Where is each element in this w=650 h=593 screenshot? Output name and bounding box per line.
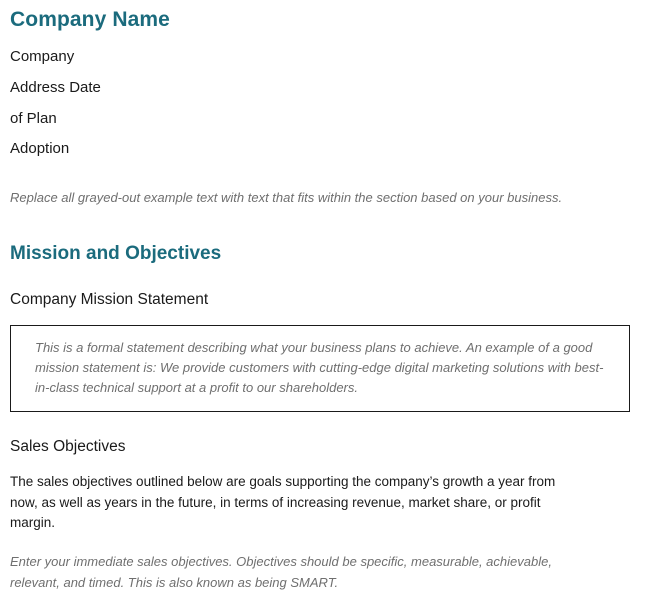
sales-objectives-note: Enter your immediate sales objectives. Objectives should be specific, measurable, achievable, relevant, and timed. This is also known as being SMART. <box>10 554 552 590</box>
address-line-1: Company <box>10 48 75 65</box>
sales-objectives-body: The sales objectives outlined below are goals supporting the company’s growth a year from now, as well as years in the future, in terms of increasing revenue, market share, or profit margin. <box>10 473 556 531</box>
address-line-4: Adoption <box>10 140 70 158</box>
instruction-hint: Replace all grayed-out example text with text that fits within the section based on your business. <box>10 190 563 205</box>
section-heading-mission-objectives: Mission and Objectives <box>10 243 222 265</box>
mission-statement-box[interactable] <box>10 325 630 411</box>
mission-statement-example-text: This is a formal statement describing what your business plans to achieve. An example of a good mission statement is: We provide customers with cutting-edge digital marketing solutions with best-in-class technical support at a profit to our shareholders. <box>35 340 604 396</box>
address-line-3: of Plan <box>10 109 57 127</box>
company-address-block <box>10 48 640 159</box>
page-title: Company Name <box>10 8 170 31</box>
subheading-sales-objectives: Sales Objectives <box>10 437 126 455</box>
subheading-company-mission-statement: Company Mission Statement <box>10 291 209 309</box>
address-line-2: Address Date <box>10 78 101 96</box>
document-page <box>0 8 650 590</box>
